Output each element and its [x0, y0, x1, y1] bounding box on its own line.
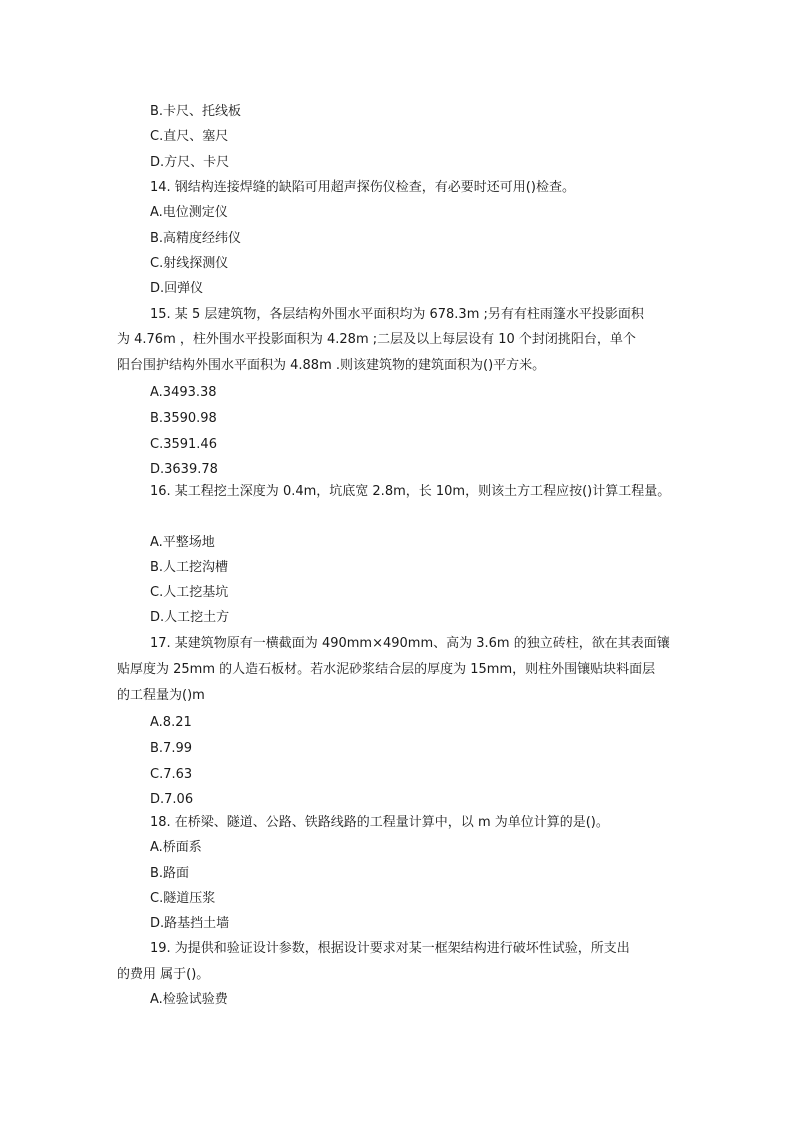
- question-17-cont-1: 贴厚度为 25mm 的人造石板材。若水泥砂浆结合层的厚度为 15mm，则柱外围镶贴块料面层: [117, 662, 656, 677]
- option-16a: A.平整场地: [150, 535, 215, 550]
- option-14d: D.回弹仪: [150, 281, 204, 296]
- option-15c: C.3591.46: [150, 437, 217, 452]
- option-16c: C.人工挖基坑: [150, 585, 229, 600]
- option-16b: B.人工挖沟槽: [150, 560, 229, 575]
- question-17: 17. 某建筑物原有一横截面为 490mm×490mm、高为 3.6m 的独立砖柱，欲在其表面镶: [150, 636, 670, 651]
- option-17b: B.7.99: [150, 741, 192, 756]
- option-18a: A.桥面系: [150, 840, 202, 855]
- option-17d: D.7.06: [150, 792, 194, 807]
- option-18c: C.隧道压浆: [150, 891, 216, 906]
- question-19-cont-1: 的费用 属于()。: [117, 967, 210, 982]
- option-13c: C.直尺、塞尺: [150, 129, 229, 144]
- option-14a: A.电位测定仪: [150, 205, 228, 220]
- option-13b: B.卡尺、托线板: [150, 104, 242, 119]
- option-14b: B.高精度经纬仪: [150, 231, 242, 246]
- option-18b: B.路面: [150, 866, 190, 881]
- option-19a: A.检验试验费: [150, 992, 228, 1007]
- option-16d: D.人工挖土方: [150, 610, 230, 625]
- option-17a: A.8.21: [150, 715, 192, 730]
- option-15d: D.3639.78: [150, 462, 218, 477]
- option-15a: A.3493.38: [150, 385, 217, 400]
- question-15-cont-1: 为 4.76m ，柱外围水平投影面积为 4.28m ;二层及以上每层设有 10 个封闭挑阳台，单个: [117, 332, 636, 347]
- question-19: 19. 为提供和验证设计参数，根据设计要求对某一框架结构进行破坏性试验，所支出: [150, 941, 630, 956]
- question-15: 15. 某 5 层建筑物，各层结构外围水平面积均为 678.3m ;另有有柱雨篷水平投影面积: [150, 307, 644, 322]
- option-17c: C.7.63: [150, 767, 193, 782]
- option-15b: B.3590.98: [150, 411, 217, 426]
- option-14c: C.射线探测仪: [150, 256, 229, 271]
- question-14: 14. 钢结构连接焊缝的缺陷可用超声探伤仪检查，有必要时还可用()检查。: [150, 180, 575, 195]
- question-17-cont-2: 的工程量为()m: [117, 688, 205, 703]
- question-15-cont-2: 阳台围护结构外围水平面积为 4.88m .则该建筑物的建筑面积为()平方米。: [117, 358, 546, 373]
- question-18: 18. 在桥梁、隧道、公路、铁路线路的工程量计算中，以 m 为单位计算的是()。: [150, 815, 609, 830]
- option-13d: D.方尺、卡尺: [150, 155, 230, 170]
- option-18d: D.路基挡土墙: [150, 916, 230, 931]
- question-16: 16. 某工程挖土深度为 0.4m，坑底宽 2.8m，长 10m，则该土方工程应按()计算工程量。: [150, 484, 671, 499]
